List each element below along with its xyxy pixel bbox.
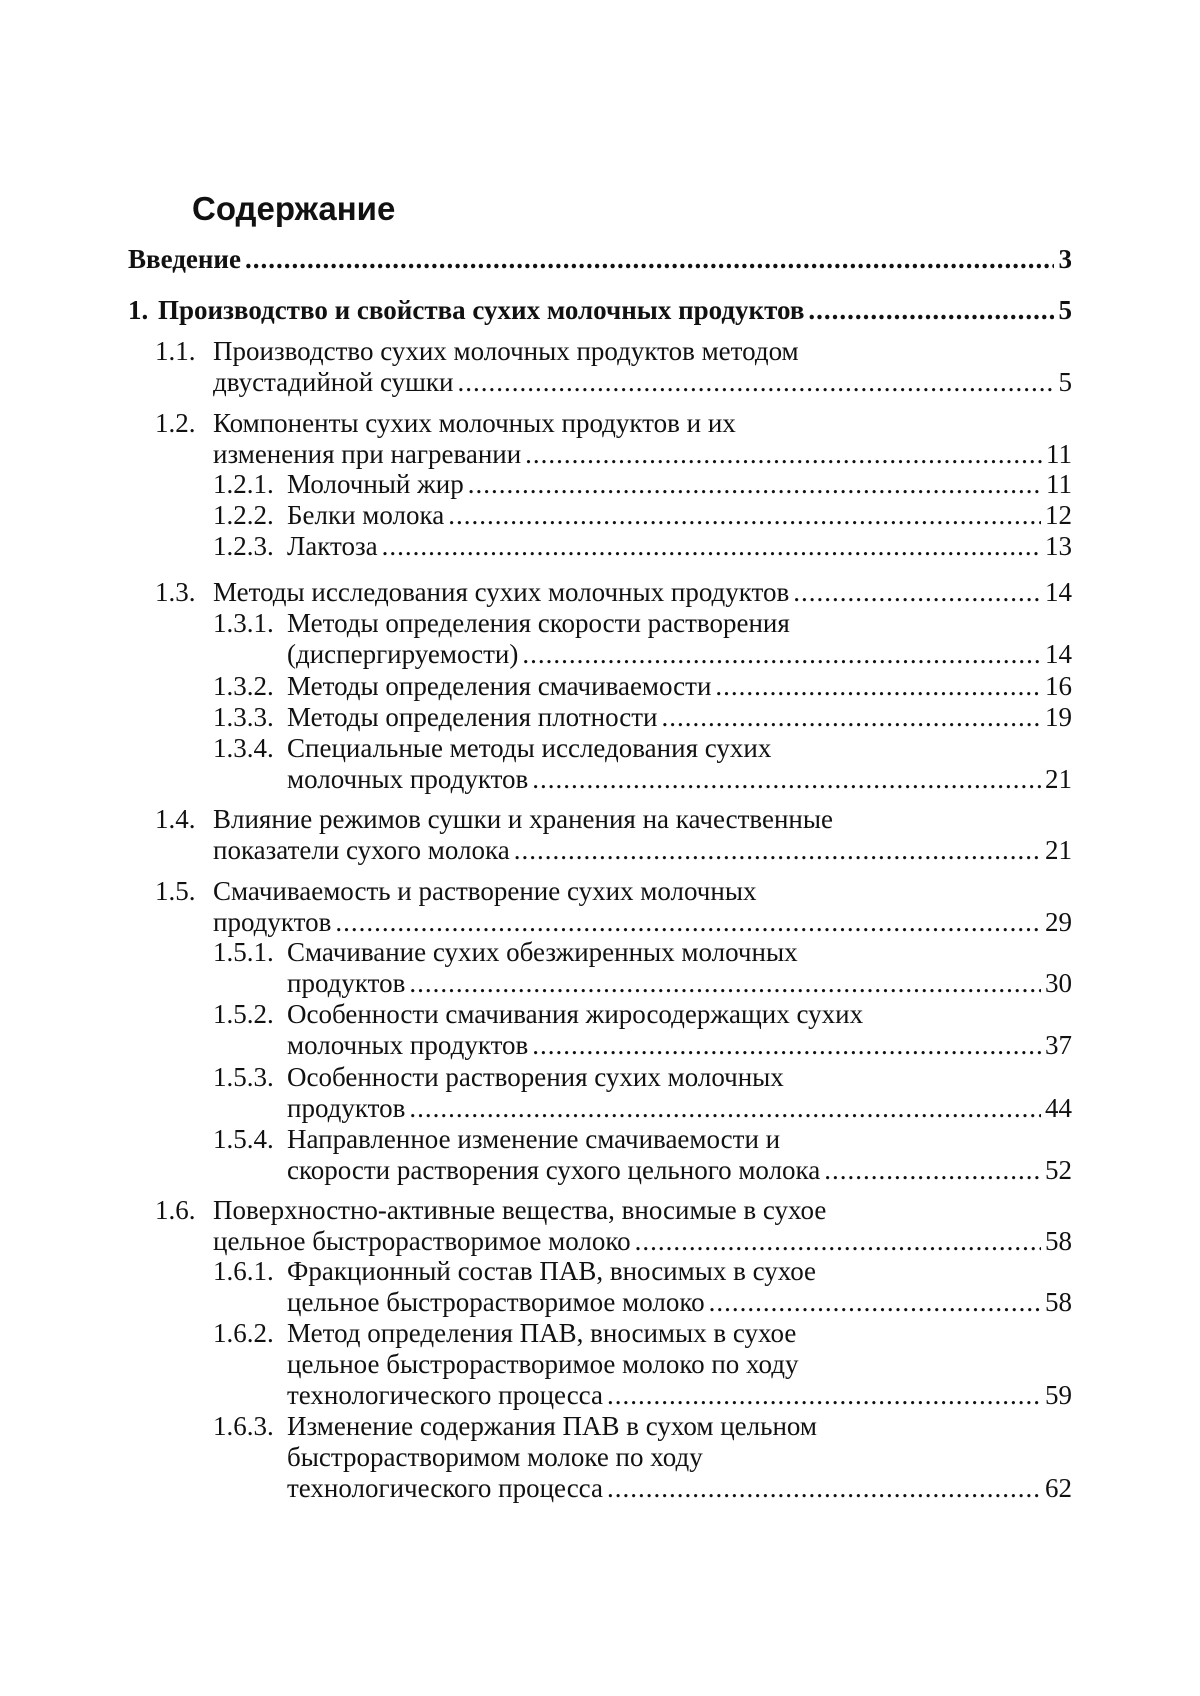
toc-entry-number: 1.2.2. <box>213 500 274 530</box>
toc-entry-text: показатели сухого молока <box>213 835 510 865</box>
toc-entry-text: Изменение содержания ПАВ в сухом цельном <box>287 1411 817 1441</box>
toc-entry-number: 1.1. <box>155 336 196 366</box>
toc-page-number: 13 <box>1045 531 1072 561</box>
toc-page-number: 58 <box>1045 1287 1072 1317</box>
toc-entry-text: быстрорастворимом молоке по ходу <box>287 1442 703 1472</box>
toc-entry-number: 1.3.2. <box>213 671 274 701</box>
toc-page-number: 14 <box>1045 577 1072 607</box>
toc-entry[interactable] <box>287 1062 1072 1124</box>
toc-page-number: 11 <box>1046 469 1072 499</box>
toc-entry-text: Белки молока <box>287 500 445 530</box>
toc-entry-text: Смачиваемость и растворение сухих молочных <box>213 876 757 906</box>
toc-entry-text: Методы исследования сухих молочных продуктов <box>213 577 790 607</box>
dot-leader <box>808 295 1054 326</box>
toc-entry-text: Производство и свойства сухих молочных продуктов <box>158 295 805 325</box>
toc-entry-text: Поверхностно-активные вещества, вносимые в сухое <box>213 1195 827 1225</box>
toc-entry-text: молочных продуктов <box>287 764 529 794</box>
toc-entry[interactable] <box>213 876 1072 938</box>
toc-entry-number: 1.5.3. <box>213 1062 274 1092</box>
dot-leader <box>607 1380 1041 1411</box>
toc-entry-text: (диспергируемости) <box>287 639 519 669</box>
toc-entry[interactable] <box>287 531 1072 562</box>
dot-leader <box>409 1093 1041 1124</box>
toc-entry-text: Производство сухих молочных продуктов методом <box>213 336 799 366</box>
toc-entry-text: Смачивание сухих обезжиренных молочных <box>287 937 798 967</box>
toc-entry-number: 1.3. <box>155 577 196 607</box>
toc-entry-text: технологического процесса <box>287 1473 603 1503</box>
toc-entry[interactable] <box>213 804 1072 866</box>
toc-entry[interactable] <box>213 408 1072 470</box>
toc-entry-text: продуктов <box>287 968 406 998</box>
toc-entry-number: 1.6. <box>155 1195 196 1225</box>
toc-entry-text: Методы определения скорости растворения <box>287 608 790 638</box>
dot-leader <box>661 702 1041 733</box>
toc-entry-text: цельное быстрорастворимое молоко <box>287 1287 705 1317</box>
toc-page-number: 52 <box>1045 1155 1072 1185</box>
toc-entry[interactable] <box>287 937 1072 999</box>
toc-entry-text: скорости растворения сухого цельного молока <box>287 1155 821 1185</box>
toc-page-number: 29 <box>1045 907 1072 937</box>
toc-page-number: 58 <box>1045 1226 1072 1256</box>
dot-leader <box>514 835 1041 866</box>
toc-entry[interactable] <box>287 608 1072 670</box>
toc-page-number: 5 <box>1058 367 1072 397</box>
dot-leader <box>607 1473 1041 1504</box>
toc-entry-text: Особенности растворения сухих молочных <box>287 1062 784 1092</box>
toc-entry[interactable] <box>287 1411 1072 1504</box>
dot-leader <box>793 577 1041 608</box>
toc-entry-number: 1.5. <box>155 876 196 906</box>
toc-entry-number: 1.6.3. <box>213 1411 274 1441</box>
page-title: Содержание <box>192 190 396 227</box>
toc-entry[interactable] <box>287 1256 1072 1318</box>
toc-entry-text: изменения при нагревании <box>213 439 522 469</box>
dot-leader <box>635 1226 1041 1257</box>
dot-leader <box>382 531 1041 562</box>
toc-page-number: 5 <box>1058 295 1072 325</box>
dot-leader <box>709 1287 1041 1318</box>
toc-page-number: 12 <box>1045 500 1072 530</box>
dot-leader <box>448 500 1041 531</box>
toc-entry-number: 1.2. <box>155 408 196 438</box>
toc-entry[interactable] <box>213 577 1072 608</box>
toc-entry-text: Методы определения плотности <box>287 702 658 732</box>
dot-leader <box>457 367 1054 398</box>
toc-entry[interactable] <box>287 702 1072 733</box>
toc-entry-text: Компоненты сухих молочных продуктов и их <box>213 408 736 438</box>
dot-leader <box>532 1030 1041 1061</box>
dot-leader <box>335 907 1041 938</box>
toc-entry[interactable] <box>213 1195 1072 1257</box>
dot-leader <box>715 671 1041 702</box>
toc-entry[interactable] <box>158 295 1072 326</box>
toc-entry-text: Введение <box>128 244 241 274</box>
toc-entry-text: Направленное изменение смачиваемости и <box>287 1124 781 1154</box>
dot-leader <box>824 1155 1041 1186</box>
toc-entry-number: 1. <box>128 295 149 325</box>
toc-entry-number: 1.5.4. <box>213 1124 274 1154</box>
toc-entry-text: молочных продуктов <box>287 1030 529 1060</box>
toc-entry-text: двустадийной сушки <box>213 367 454 397</box>
toc-entry-text: технологического процесса <box>287 1380 603 1410</box>
toc-entry-text: Методы определения смачиваемости <box>287 671 712 701</box>
toc-entry-text: Фракционный состав ПАВ, вносимых в сухое <box>287 1256 817 1286</box>
toc-entry-text: Молочный жир <box>287 469 464 499</box>
toc-entry[interactable] <box>287 1318 1072 1411</box>
dot-leader <box>522 639 1041 670</box>
dot-leader <box>468 469 1042 500</box>
toc-entry-text: Лактоза <box>287 531 378 561</box>
toc-page-number: 16 <box>1045 671 1072 701</box>
toc-entry-text: продуктов <box>213 907 332 937</box>
toc-entry-number: 1.6.2. <box>213 1318 274 1348</box>
toc-page-number: 44 <box>1045 1093 1072 1123</box>
toc-entry-text: Особенности смачивания жиросодержащих сухих <box>287 999 864 1029</box>
toc-page-number: 21 <box>1045 764 1072 794</box>
toc-entry-number: 1.5.2. <box>213 999 274 1029</box>
toc-page-number: 37 <box>1045 1030 1072 1060</box>
toc-entry[interactable] <box>287 733 1072 795</box>
toc-entry[interactable] <box>128 244 1072 275</box>
toc-entry[interactable] <box>213 336 1072 398</box>
toc-entry-text: продуктов <box>287 1093 406 1123</box>
toc-page-number: 59 <box>1045 1380 1072 1410</box>
toc-entry-number: 1.5.1. <box>213 937 274 967</box>
dot-leader <box>245 244 1054 275</box>
toc-entry-number: 1.2.1. <box>213 469 274 499</box>
toc-entry-text: Влияние режимов сушки и хранения на качественные <box>213 804 833 834</box>
toc-page-number: 11 <box>1046 439 1072 469</box>
toc-entry-number: 1.3.4. <box>213 733 274 763</box>
toc-entry-text: Специальные методы исследования сухих <box>287 733 772 763</box>
toc-page-number: 21 <box>1045 835 1072 865</box>
toc-page-number: 19 <box>1045 702 1072 732</box>
toc-entry[interactable] <box>287 999 1072 1061</box>
toc-page-number: 14 <box>1045 639 1072 669</box>
dot-leader <box>409 968 1041 999</box>
dot-leader <box>532 764 1041 795</box>
toc-entry-number: 1.4. <box>155 804 196 834</box>
toc-entry-number: 1.3.1. <box>213 608 274 638</box>
toc-entry[interactable] <box>287 500 1072 531</box>
toc-entry-number: 1.3.3. <box>213 702 274 732</box>
toc-page-number: 3 <box>1058 244 1072 274</box>
toc-entry-text: Метод определения ПАВ, вносимых в сухое <box>287 1318 797 1348</box>
toc-page-number: 62 <box>1045 1473 1072 1503</box>
toc-entry[interactable] <box>287 1124 1072 1186</box>
toc-entry-text: цельное быстрорастворимое молоко по ходу <box>287 1349 799 1379</box>
toc-entry-text: цельное быстрорастворимое молоко <box>213 1226 631 1256</box>
toc-entry[interactable] <box>287 469 1072 500</box>
toc-entry-number: 1.6.1. <box>213 1256 274 1286</box>
toc-entry[interactable] <box>287 671 1072 702</box>
toc-entry-number: 1.2.3. <box>213 531 274 561</box>
dot-leader <box>525 439 1042 470</box>
toc-page-number: 30 <box>1045 968 1072 998</box>
